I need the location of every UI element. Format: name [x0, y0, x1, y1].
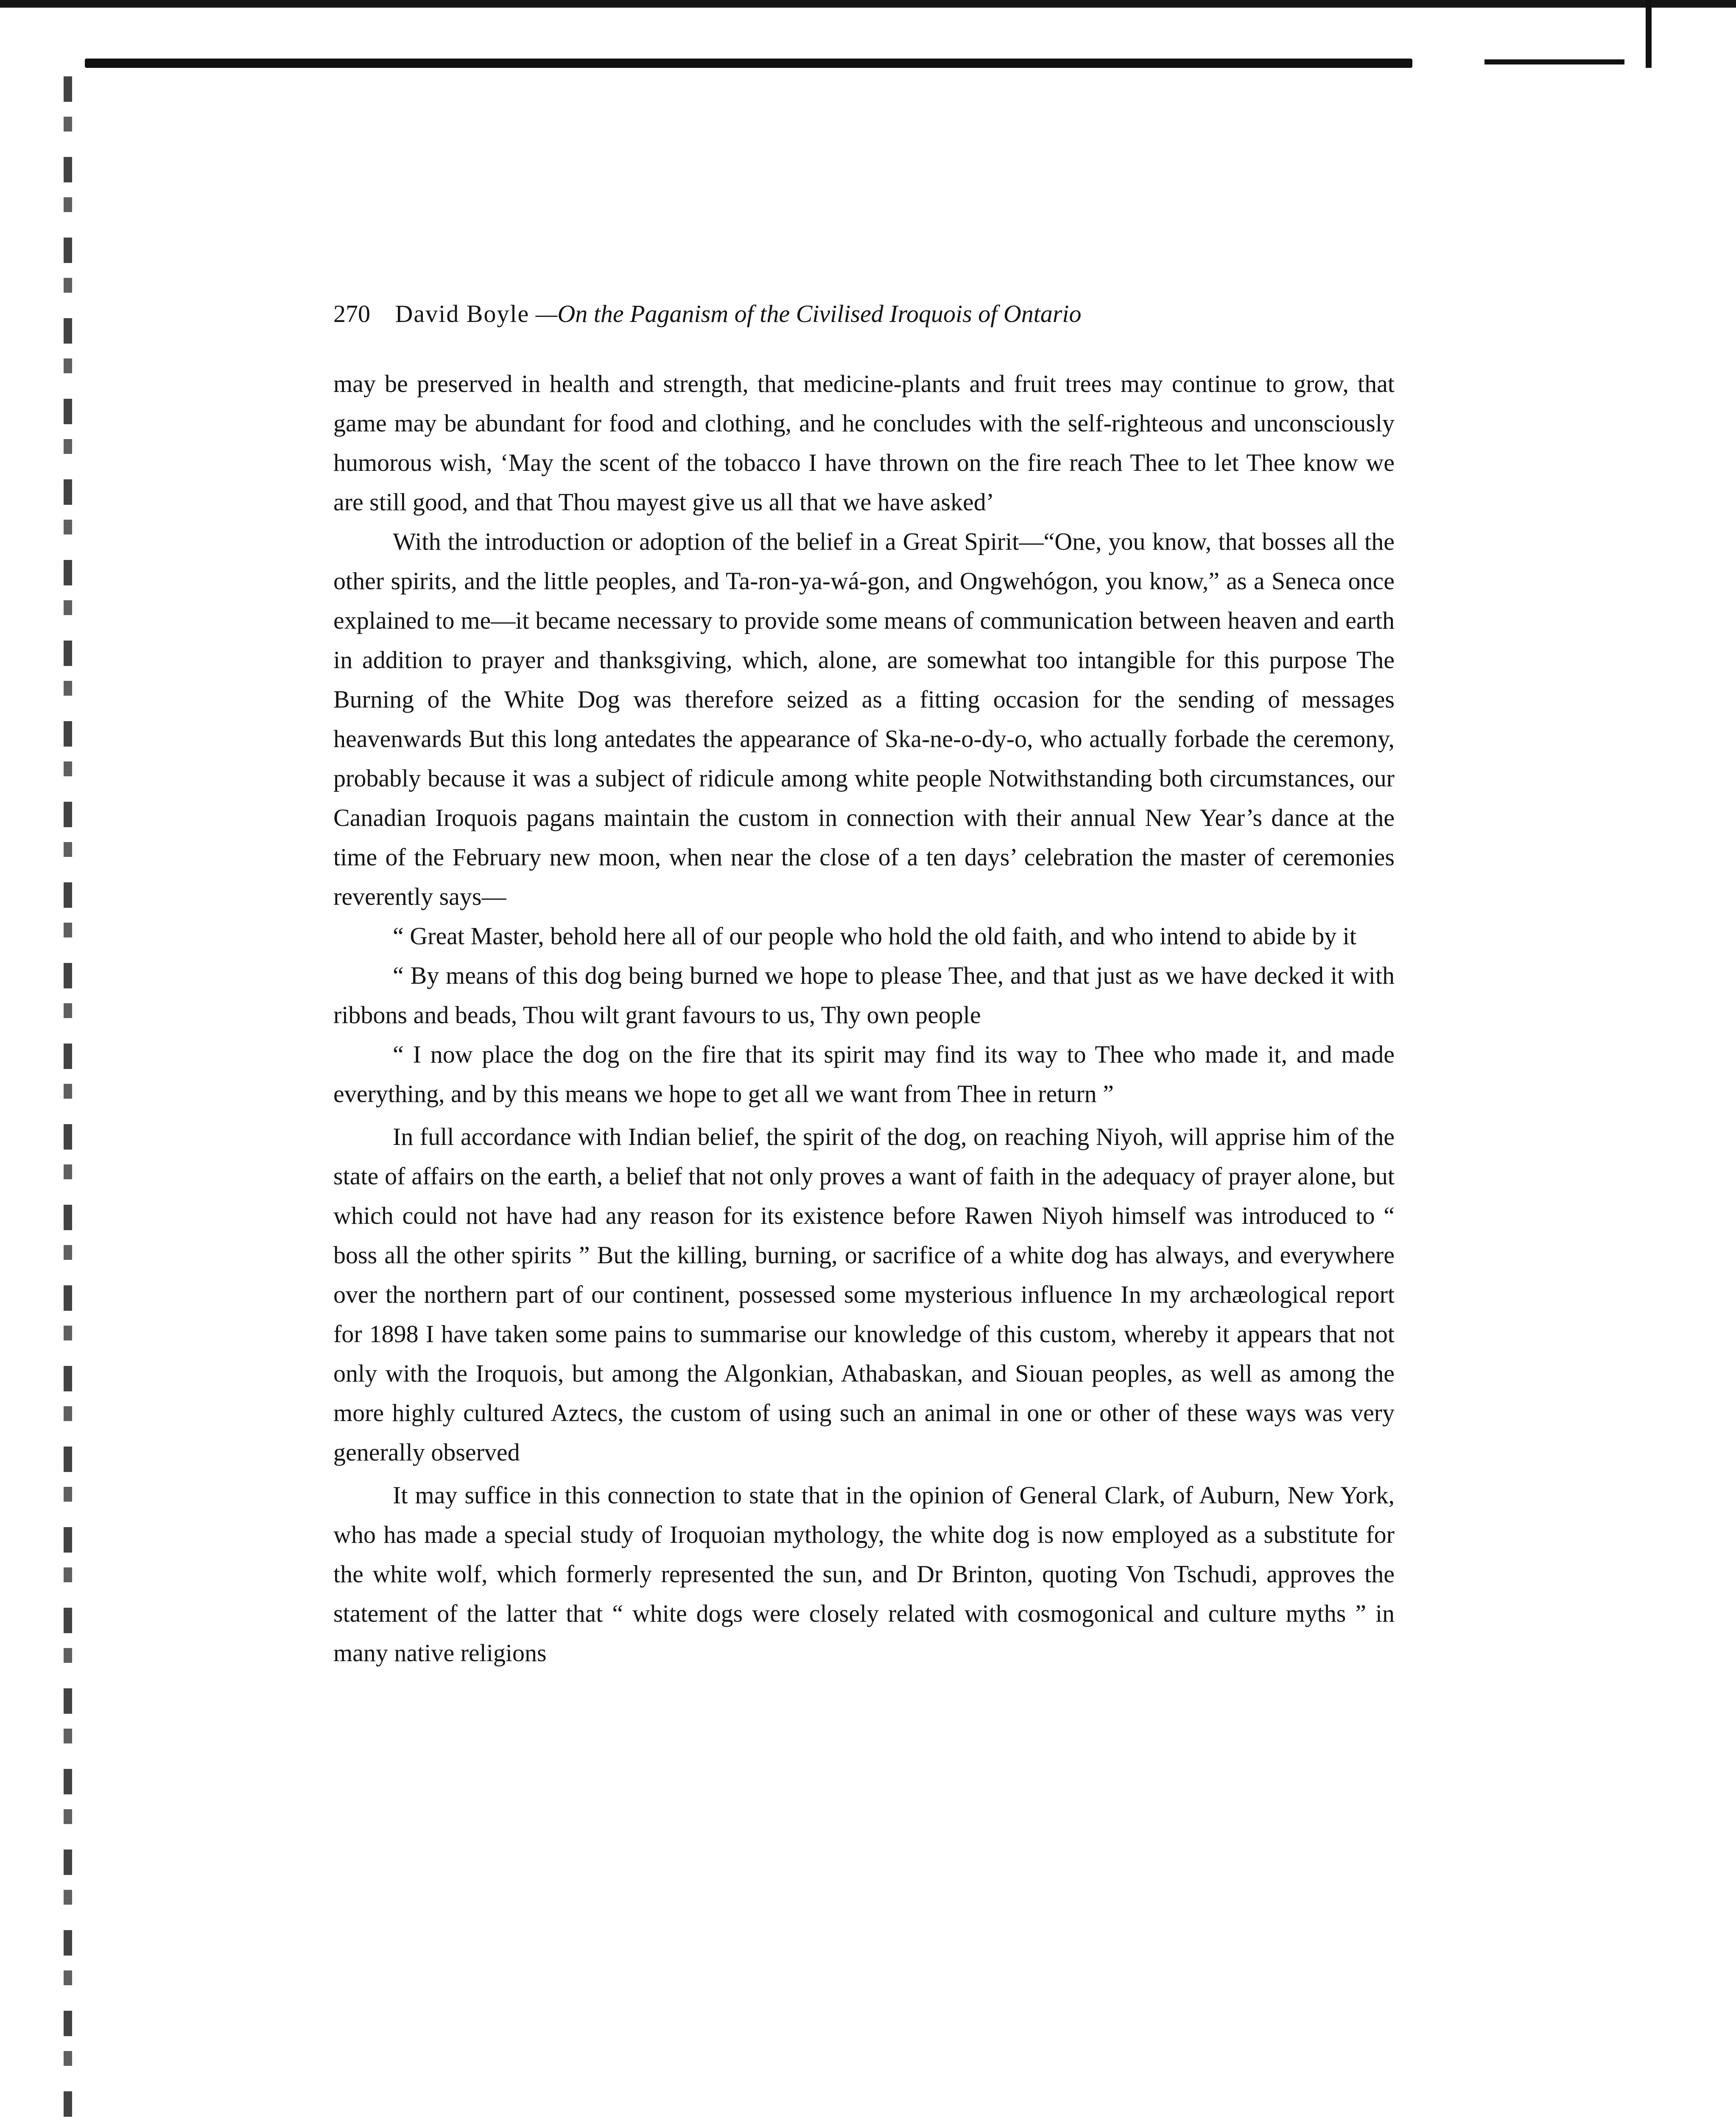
- scan-top-rule-right: [1484, 59, 1624, 64]
- scan-top-rule: [85, 59, 1412, 68]
- quote-paragraph: “ I now place the dog on the fire that its spirit may find its way to Thee who made it, and made everything, and by this means we hope to get all we want from Thee in return ”: [333, 1041, 1395, 1108]
- paragraph: It may suffice in this connection to state that in the opinion of General Clark, of Auburn, New York, who has made a special study of Iroquoian mythology, the white dog is now employed as a substitute for the white wolf, which formerly represented the sun, and Dr Brinton, quoting Von Tschudi, approves the statement of the latter that “ white dogs were closely related with cosmogonical and culture myths ” in many native religions: [333, 1481, 1395, 1667]
- author-name: David Boyle: [395, 300, 530, 327]
- quote-paragraph: “ Great Master, behold here all of our people who hold the old faith, and who intend to abide by it: [393, 922, 1356, 950]
- paragraph: may be preserved in health and strength, that medicine-plants and fruit trees may continue to grow, that game may be abundant for food and clothing, and he concludes with the self-righteous and unconsciously humorous wish, ‘May the scent of the tobacco I have thrown on the fire reach Thee to let Thee know we are still good, and that Thou mayest give us all that we have asked’: [333, 370, 1395, 516]
- body-text: [333, 364, 1395, 1673]
- paragraph: In full accordance with Indian belief, the spirit of the dog, on reaching Niyoh, will apprise him of the state of affairs on the earth, a belief that not only proves a want of faith in the adequacy of prayer alone, but which could not have had any reason for its existence before Rawen Niyoh himself was introduced to “ boss all the other spirits ” But the killing, burning, or sacrifice of a white dog has always, and everywhere over the northern part of our continent, possessed some mysterious influence In my archæological report for 1898 I have taken some pains to summarise our knowledge of this custom, whereby it appears that not only with the Iroquois, but among the Algonkian, Athabaskan, and Siouan peoples, as well as among the more highly cultured Aztecs, the custom of using such an animal in one or other of these ways was very generally observed: [333, 1123, 1395, 1466]
- paragraph: With the introduction or adoption of the belief in a Great Spirit—“One, you know, that bosses all the other spirits, and the little peoples, and Ta-ron-ya-wá-gon, and Ongwehógon, you know,” as a Seneca once explained to me—it became necessary to provide some means of communication between heaven and earth in addition to prayer and thanksgiving, which, alone, are somewhat too intangible for this purpose The Burning of the White Dog was therefore seized as a fitting occasion for the sending of messages heavenwards But this long antedates the appearance of Ska-ne-o-dy-o, who actually forbade the ceremony, probably because it was a subject of ridicule among white people Notwithstanding both circumstances, our Canadian Iroquois pagans maintain the custom in connection with their annual New Year’s dance at the time of the February new moon, when near the close of a ten days’ celebration the master of ceremonies reverently says—: [333, 528, 1395, 910]
- running-head: [333, 297, 1394, 331]
- quote-paragraph: “ By means of this dog being burned we hope to please Thee, and that just as we have decked it with ribbons and beads, Thou wilt grant favours to us, Thy own people: [333, 962, 1395, 1029]
- scan-left-edge: [64, 76, 72, 2121]
- page-number: 270: [333, 300, 370, 327]
- scan-top-edge: [0, 0, 1736, 8]
- running-title: —On the Paganism of the Civilised Iroquois of Ontario: [535, 300, 1082, 327]
- scan-right-bar: [1646, 0, 1652, 68]
